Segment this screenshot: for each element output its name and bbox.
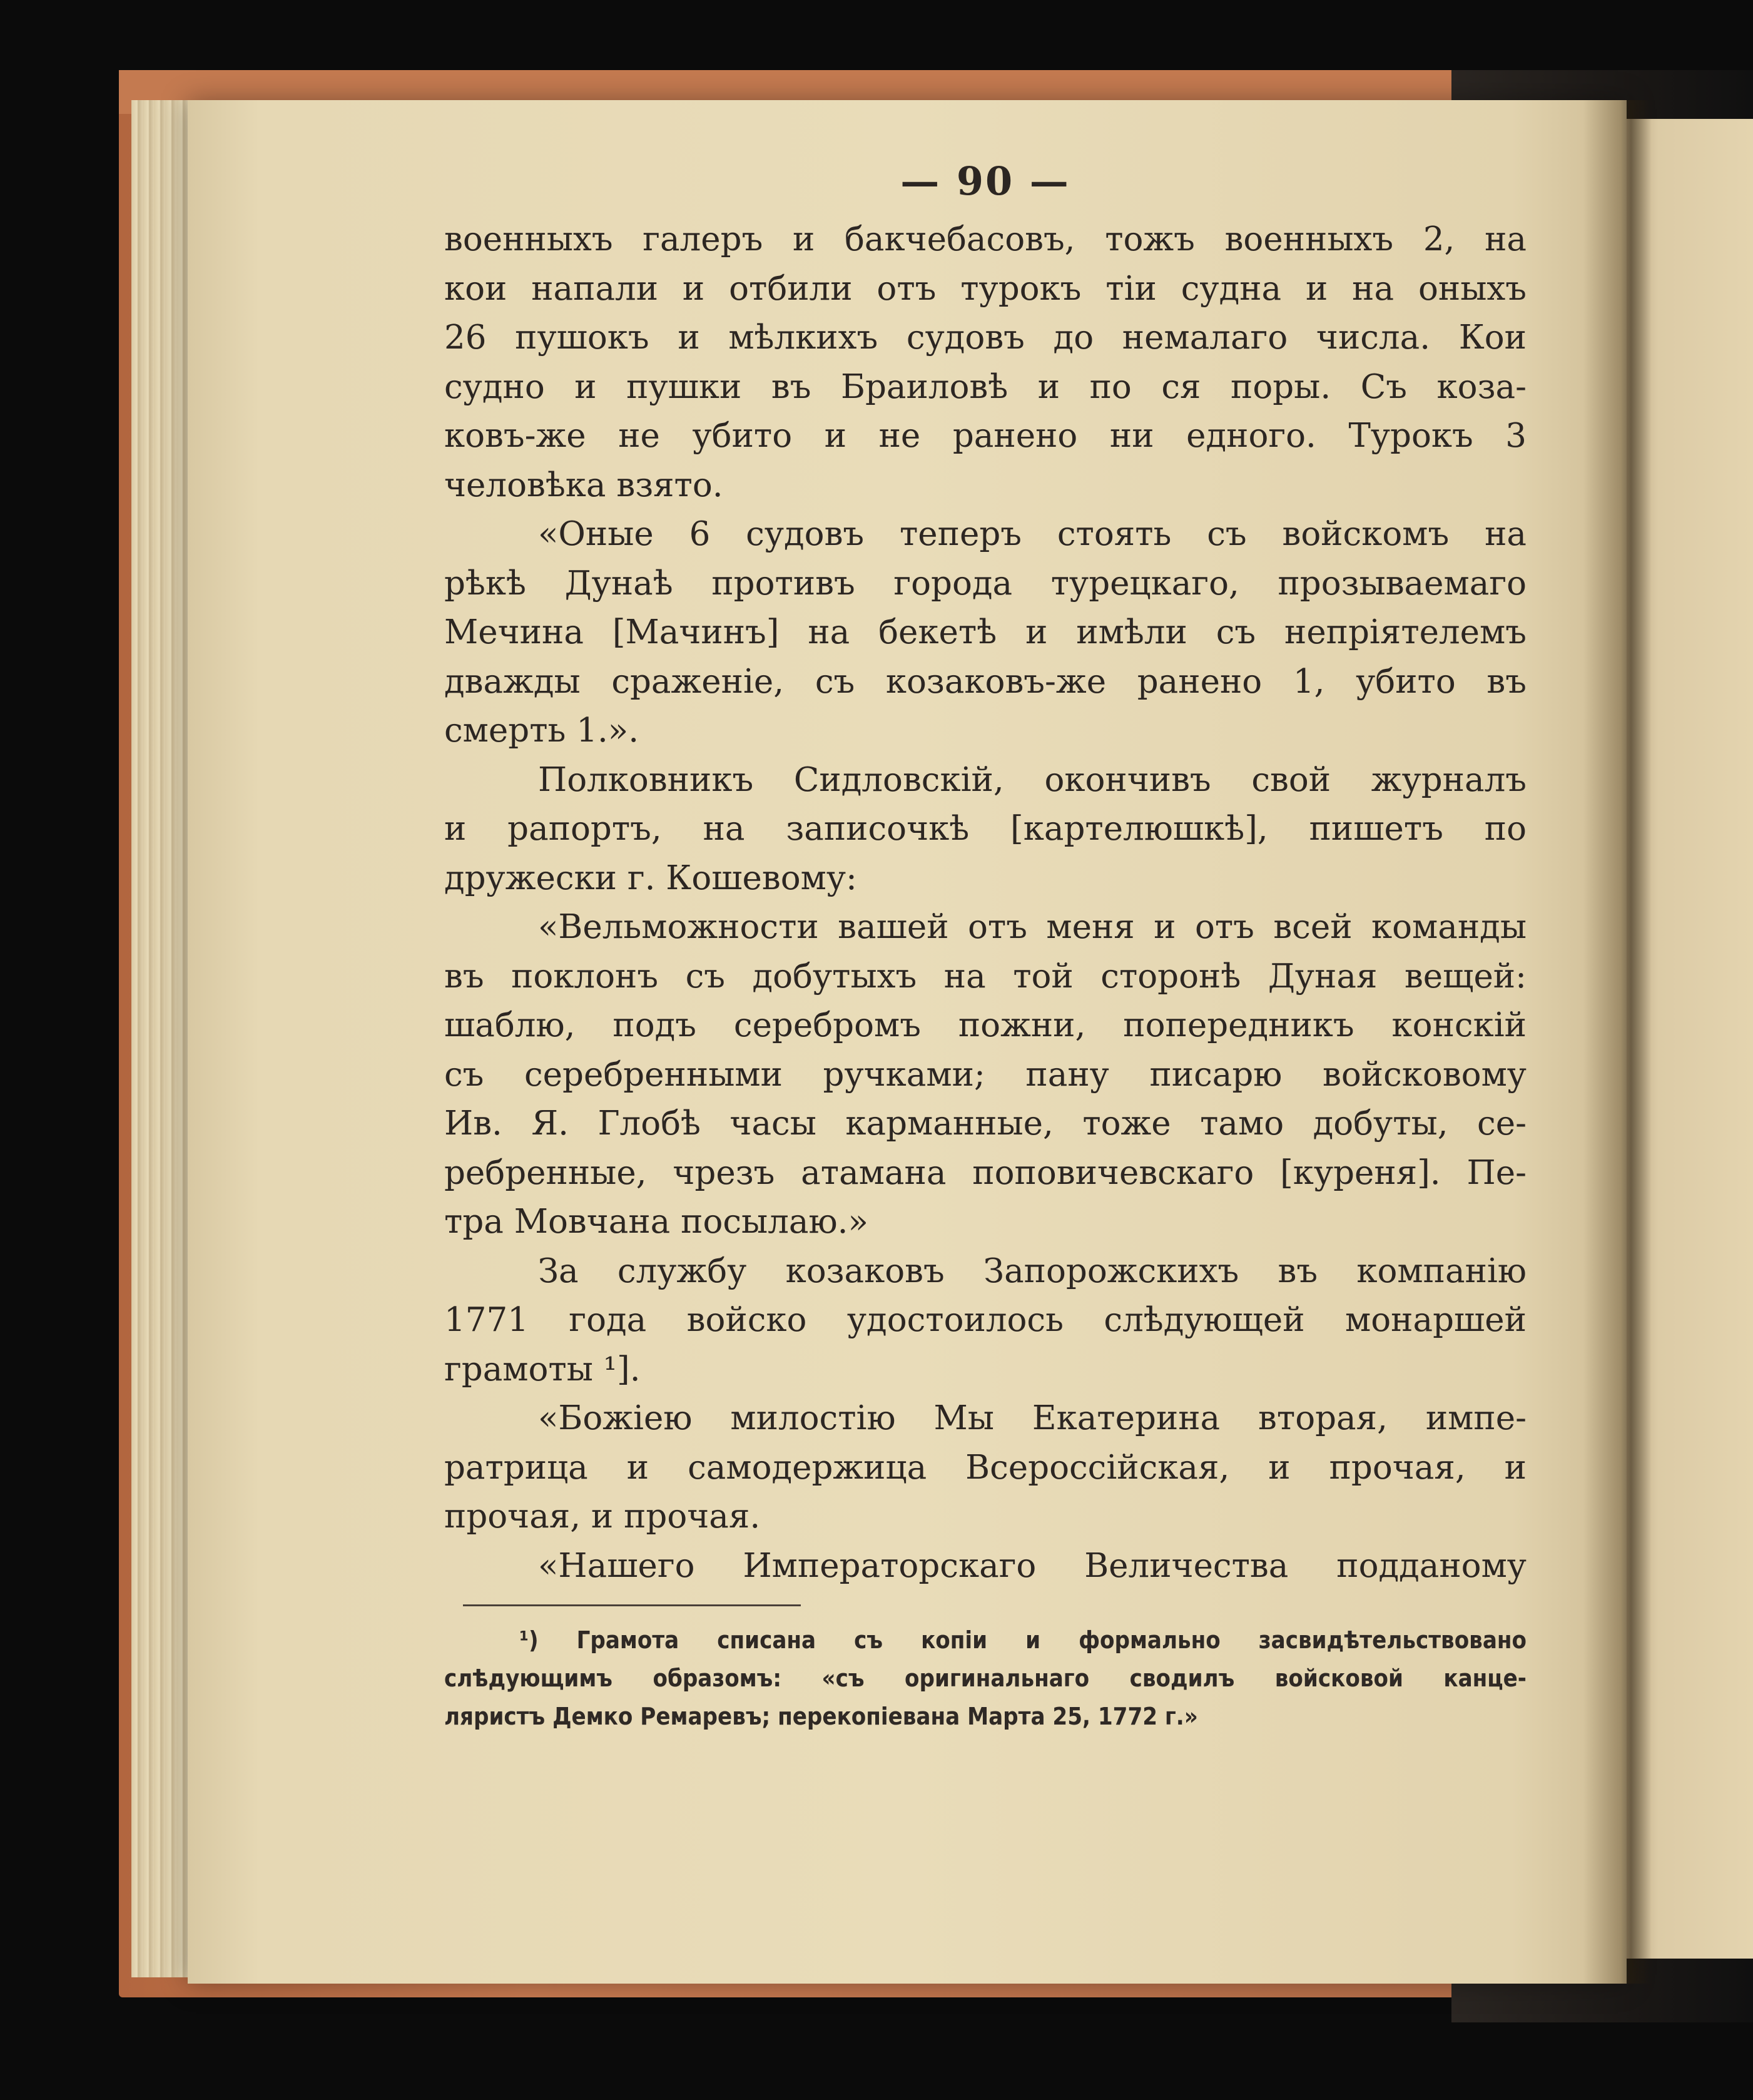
text-line: 1771 года войско удостоилось слѣдующей монаршей bbox=[444, 1301, 1527, 1339]
text-line: съ серебренными ручками; пану писарю войсковому bbox=[444, 1055, 1527, 1094]
text-line: «Нашего Императорскаго Величества подданому bbox=[538, 1546, 1527, 1585]
text-line: ратрица и самодержица Всероссійская, и прочая, и bbox=[444, 1448, 1527, 1487]
text-line: «Божіею милостію Мы Екатерина вторая, импе- bbox=[538, 1399, 1527, 1437]
paragraph bbox=[444, 1542, 1527, 1591]
text-line: «Оные 6 судовъ теперъ стоять съ войскомъ на bbox=[538, 515, 1527, 553]
text-line: Ив. Я. Глобѣ часы карманные, тоже тамо добуты, се- bbox=[444, 1104, 1527, 1143]
paragraph bbox=[444, 1247, 1527, 1395]
text-line: ковъ-же не убито и не ранено ни едного. Турокъ 3 bbox=[444, 417, 1527, 455]
text-line: человѣка взято. bbox=[444, 466, 723, 504]
text-line: 26 пушокъ и мѣлкихъ судовъ до немалаго числа. Кои bbox=[444, 319, 1527, 357]
page-text-column bbox=[444, 150, 1527, 1736]
footnote-divider bbox=[463, 1604, 801, 1606]
footnote-line: ¹) Грамота списана съ копіи и формально засвидѣтельствовано bbox=[519, 1626, 1527, 1654]
text-line: дважды сраженіе, съ козаковъ-же ранено 1, убито въ bbox=[444, 662, 1527, 701]
page-number: — 90 — bbox=[900, 158, 1070, 204]
paragraph bbox=[444, 510, 1527, 756]
text-line: ребренные, чрезъ атамана поповичевскаго [куреня]. Пе- bbox=[444, 1153, 1527, 1192]
text-line: За службу козаковъ Запорожскихъ въ компанію bbox=[538, 1251, 1527, 1290]
paragraph bbox=[444, 1394, 1527, 1542]
text-line: дружески г. Кошевому: bbox=[444, 859, 857, 897]
footnote-line: ляристъ Демко Ремаревъ; перекопіевана Марта 25, 1772 г.» bbox=[444, 1703, 1198, 1730]
text-line: судно и пушки въ Браиловѣ и по ся поры. Съ коза- bbox=[444, 367, 1527, 406]
footnote-line: слѣдующимъ образомъ: «съ оригинальнаго сводилъ войсковой канце- bbox=[444, 1664, 1527, 1692]
text-line: смерть 1.». bbox=[444, 711, 639, 750]
text-line: «Вельможности вашей отъ меня и отъ всей команды bbox=[538, 908, 1527, 946]
footnote bbox=[444, 1621, 1527, 1736]
text-line: Полковникъ Сидловскій, окончивъ свой журналъ bbox=[538, 760, 1527, 799]
paragraph bbox=[444, 215, 1527, 510]
paragraph bbox=[444, 756, 1527, 904]
text-line: прочая, и прочая. bbox=[444, 1497, 761, 1536]
text-line: военныхъ галеръ и бакчебасовъ, тожъ военныхъ 2, на bbox=[444, 220, 1527, 258]
page-gutter-shadow bbox=[1583, 100, 1652, 1984]
text-line: кои напали и отбили отъ турокъ тіи судна и на оныхъ bbox=[444, 269, 1527, 308]
text-line: грамоты ¹]. bbox=[444, 1350, 641, 1389]
text-line: и рапортъ, на записочкѣ [картелюшкѣ], пишетъ по bbox=[444, 810, 1527, 848]
paragraph bbox=[444, 903, 1527, 1247]
text-line: Мечина [Мачинъ] на бекетѣ и имѣли съ непріятелемъ bbox=[444, 613, 1527, 651]
text-line: въ поклонъ съ добутыхъ на той сторонѣ Дуная вещей: bbox=[444, 957, 1527, 996]
text-line: рѣкѣ Дунаѣ противъ города турецкаго, прозываемаго bbox=[444, 564, 1527, 603]
text-line: шаблю, подъ серебромъ пожни, попередникъ конскій bbox=[444, 1006, 1527, 1044]
body-text bbox=[444, 215, 1527, 1591]
text-line: тра Мовчана посылаю.» bbox=[444, 1203, 868, 1241]
